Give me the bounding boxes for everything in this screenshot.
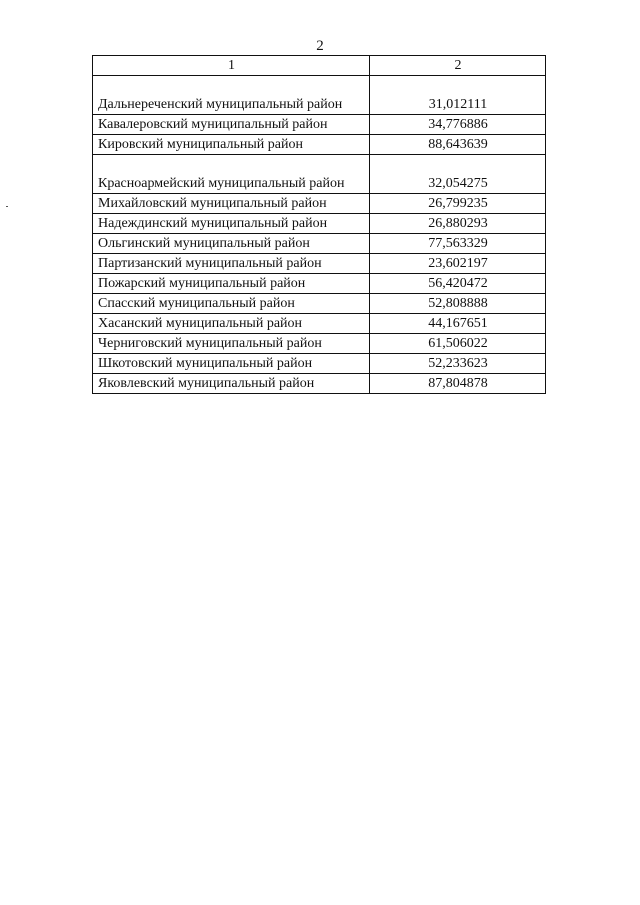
table-row bbox=[93, 76, 546, 115]
district-value: 32,054275 bbox=[370, 155, 546, 194]
table-row bbox=[93, 354, 546, 374]
district-name: Пожарский муниципальный район bbox=[93, 274, 370, 294]
district-value: 23,602197 bbox=[370, 254, 546, 274]
district-name: Черниговский муниципальный район bbox=[93, 334, 370, 354]
table-header-row bbox=[93, 56, 546, 76]
district-name: Дальнереченский муниципальный район bbox=[93, 76, 370, 115]
table-row bbox=[93, 115, 546, 135]
district-value: 88,643639 bbox=[370, 135, 546, 155]
table-row bbox=[93, 374, 546, 394]
district-value: 87,804878 bbox=[370, 374, 546, 394]
table-row bbox=[93, 314, 546, 334]
district-name: Кавалеровский муниципальный район bbox=[93, 115, 370, 135]
district-name: Спасский муниципальный район bbox=[93, 294, 370, 314]
district-name: Михайловский муниципальный район bbox=[93, 194, 370, 214]
district-value: 61,506022 bbox=[370, 334, 546, 354]
table-row bbox=[93, 194, 546, 214]
district-value: 26,799235 bbox=[370, 194, 546, 214]
district-name: Ольгинский муниципальный район bbox=[93, 234, 370, 254]
table-row bbox=[93, 254, 546, 274]
district-value: 77,563329 bbox=[370, 234, 546, 254]
district-name: Хасанский муниципальный район bbox=[93, 314, 370, 334]
district-values-table bbox=[92, 55, 546, 394]
column-header-1: 1 bbox=[93, 56, 370, 76]
page-number: 2 bbox=[316, 38, 324, 54]
district-value: 34,776886 bbox=[370, 115, 546, 135]
table-row bbox=[93, 135, 546, 155]
table-row bbox=[93, 155, 546, 194]
district-value: 56,420472 bbox=[370, 274, 546, 294]
district-name: Красноармейский муниципальный район bbox=[93, 155, 370, 194]
district-name: Яковлевский муниципальный район bbox=[93, 374, 370, 394]
table-row bbox=[93, 294, 546, 314]
table-row bbox=[93, 334, 546, 354]
district-name: Кировский муниципальный район bbox=[93, 135, 370, 155]
district-value: 26,880293 bbox=[370, 214, 546, 234]
district-value: 52,808888 bbox=[370, 294, 546, 314]
district-name: Шкотовский муниципальный район bbox=[93, 354, 370, 374]
table-row bbox=[93, 214, 546, 234]
district-name: Надеждинский муниципальный район bbox=[93, 214, 370, 234]
district-value: 31,012111 bbox=[370, 76, 546, 115]
district-value: 44,167651 bbox=[370, 314, 546, 334]
district-value: 52,233623 bbox=[370, 354, 546, 374]
district-name: Партизанский муниципальный район bbox=[93, 254, 370, 274]
scan-speck bbox=[6, 206, 8, 207]
column-header-2: 2 bbox=[370, 56, 546, 76]
table-row bbox=[93, 274, 546, 294]
table-row bbox=[93, 234, 546, 254]
